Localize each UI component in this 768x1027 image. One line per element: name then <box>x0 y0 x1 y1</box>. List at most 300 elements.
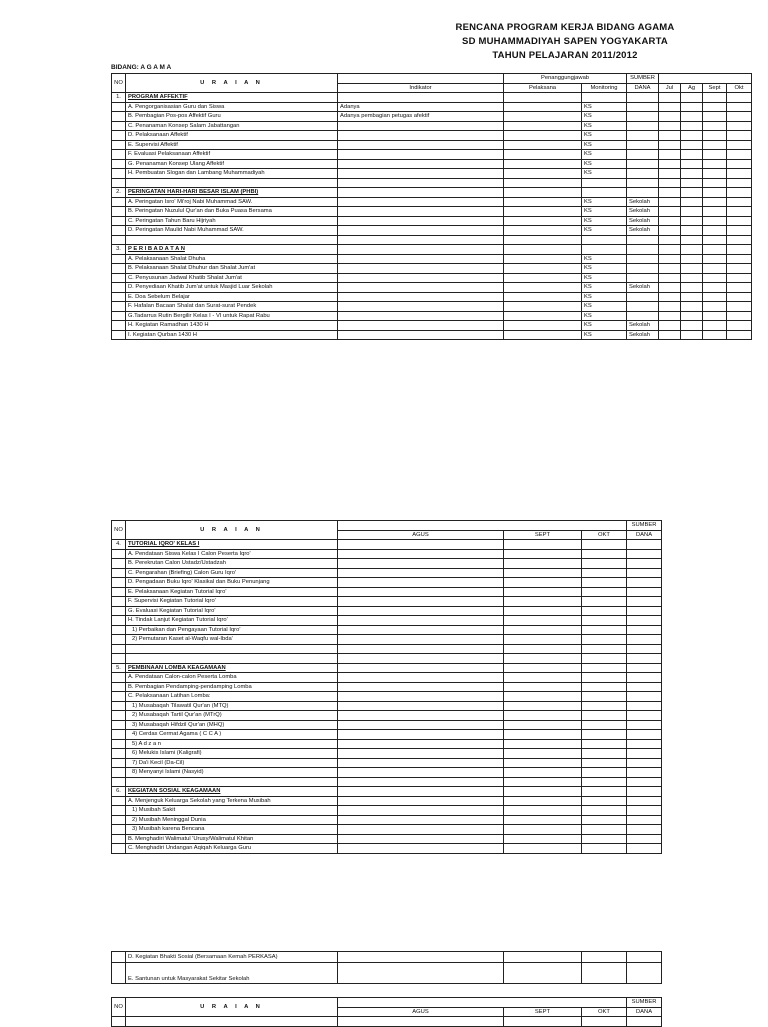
table-row <box>112 549 662 559</box>
school-name: SD MUHAMMADIYAH SAPEN YOGYAKARTA <box>462 36 668 47</box>
table-cell <box>727 178 752 188</box>
uraian-cell: A. Peringatan Isro' Mi'roj Nabi Muhammad SAW. <box>126 197 338 207</box>
uraian-cell: A. Menjenguk Keluarga Sekolah yang Terkena Musibah <box>126 796 338 806</box>
uraian-cell: A. Pendataan Calon-calon Peserta Lomba <box>126 673 338 683</box>
month-cell <box>703 102 727 112</box>
uraian-cell: 1) Musabaqah Tilawatil Qur'an (MTQ) <box>126 701 338 711</box>
header-agus: AGUS <box>338 1007 504 1017</box>
dana-cell: Sekolah <box>627 207 659 217</box>
month-cell <box>681 207 703 217</box>
monitoring-cell: KS <box>582 121 627 131</box>
table-cell <box>112 815 126 825</box>
section-row <box>112 663 662 673</box>
table-cell <box>504 188 582 198</box>
agus-cell <box>338 616 504 626</box>
pelaksana-cell <box>504 216 582 226</box>
okt-cell <box>582 777 627 787</box>
uraian-cell: C. Penanaman Konsep Salam Jabattangan <box>126 121 338 131</box>
table-row <box>112 207 752 217</box>
table-cell <box>112 302 126 312</box>
dana-cell: Sekolah <box>627 330 659 340</box>
header-dana: DANA <box>627 83 659 93</box>
table-cell <box>112 625 126 635</box>
table-cell <box>112 169 126 179</box>
dana-cell <box>627 806 662 816</box>
header-uraian: U R A I A N <box>126 521 338 540</box>
table-cell <box>681 245 703 255</box>
table-row <box>112 730 662 740</box>
sept-cell <box>504 549 582 559</box>
month-cell <box>727 131 752 141</box>
header-uraian: U R A I A N <box>126 998 338 1017</box>
section-row <box>112 188 752 198</box>
table-cell <box>112 711 126 721</box>
header-uraian: U R A I A N <box>126 74 338 93</box>
sept-cell <box>504 559 582 569</box>
sept-cell <box>504 768 582 778</box>
list-item-text: E. Santunan untuk Masyarakat Sekitar Sekolah <box>126 963 338 984</box>
table-cell <box>582 188 627 198</box>
section-number: 6. <box>112 787 126 797</box>
month-cell <box>681 330 703 340</box>
month-cell <box>659 140 681 150</box>
agus-cell <box>338 844 504 854</box>
indikator-cell: Adanya <box>338 102 504 112</box>
section-title: TUTORIAL IQRO' KELAS I <box>126 540 338 550</box>
agus-cell <box>338 730 504 740</box>
table-cell <box>112 178 126 188</box>
agus-cell <box>338 559 504 569</box>
dana-cell <box>627 559 662 569</box>
header-no: NO <box>112 998 126 1017</box>
table-cell <box>126 235 338 245</box>
table-cell <box>582 540 627 550</box>
uraian-cell: H. Kegiatan Ramadhan 1430 H <box>126 321 338 331</box>
table-cell <box>112 844 126 854</box>
uraian-cell: C. Menghadiri Undangan Aqiqah Keluarga Guru <box>126 844 338 854</box>
dana-cell <box>627 635 662 645</box>
table-row <box>112 283 752 293</box>
uraian-cell: B. Pembagian Pendamping-pendamping Lomba <box>126 682 338 692</box>
section-number: 2. <box>112 188 126 198</box>
header-agus: AGUS <box>338 530 504 540</box>
uraian-cell: 3) Musabaqah Hifdzil Qur'an (MHQ) <box>126 720 338 730</box>
table-cell <box>582 963 627 984</box>
dana-cell <box>627 692 662 702</box>
agus-cell <box>338 654 504 664</box>
program-table-3 <box>111 951 662 984</box>
table-cell <box>112 587 126 597</box>
dana-cell <box>627 150 659 160</box>
table-cell <box>126 178 338 188</box>
monitoring-cell: KS <box>582 112 627 122</box>
dana-cell <box>627 739 662 749</box>
pelaksana-cell <box>504 264 582 274</box>
month-cell <box>703 150 727 160</box>
dana-cell <box>627 597 662 607</box>
table-cell <box>112 1017 126 1027</box>
sept-cell <box>504 644 582 654</box>
month-cell <box>727 311 752 321</box>
okt-cell <box>582 796 627 806</box>
monitoring-cell: KS <box>582 226 627 236</box>
okt-cell <box>582 711 627 721</box>
uraian-cell: C. Pengarahan (Briefing) Calon Guru Iqro' <box>126 568 338 578</box>
uraian-cell: D. Pengadaan Buku Iqro' Klasikal dan Buku Penunjang <box>126 578 338 588</box>
section-title: P E R I B A D A T A N <box>126 245 338 255</box>
month-cell <box>727 302 752 312</box>
dana-cell <box>627 701 662 711</box>
header-dana: DANA <box>627 530 662 540</box>
table-row <box>112 311 752 321</box>
uraian-cell: D. Penyediaan Khatib Jum'at untuk Masjid Luar Sekolah <box>126 283 338 293</box>
table-cell <box>504 952 582 963</box>
header-blank <box>338 74 504 84</box>
monitoring-cell: KS <box>582 254 627 264</box>
table-cell <box>112 235 126 245</box>
dana-cell <box>627 654 662 664</box>
table-cell <box>112 207 126 217</box>
program-table-4 <box>111 997 662 1027</box>
uraian-cell <box>126 644 338 654</box>
table-row <box>112 197 752 207</box>
month-cell <box>703 169 727 179</box>
table-row <box>112 834 662 844</box>
okt-cell <box>582 739 627 749</box>
month-cell <box>681 216 703 226</box>
table-cell <box>338 663 504 673</box>
table-cell <box>112 825 126 835</box>
sept-cell <box>504 711 582 721</box>
indikator-cell <box>338 150 504 160</box>
month-cell <box>703 207 727 217</box>
month-cell <box>659 112 681 122</box>
table-cell <box>338 178 504 188</box>
table-row <box>112 216 752 226</box>
header-indikator: Indikator <box>338 83 504 93</box>
uraian-cell: 5) A d z a n <box>126 739 338 749</box>
table-cell <box>112 159 126 169</box>
pelaksana-cell <box>504 102 582 112</box>
uraian-cell: B. Menghadiri Walimatul 'Urusy/Walimatul Khitan <box>126 834 338 844</box>
table-cell <box>659 93 681 103</box>
okt-cell <box>582 606 627 616</box>
table-row <box>112 825 662 835</box>
month-cell <box>681 321 703 331</box>
table-cell <box>504 178 582 188</box>
sept-cell <box>504 796 582 806</box>
table-cell <box>112 749 126 759</box>
okt-cell <box>582 682 627 692</box>
agus-cell <box>338 635 504 645</box>
indikator-cell <box>338 216 504 226</box>
agus-cell <box>338 711 504 721</box>
pelaksana-cell <box>504 131 582 141</box>
month-cell <box>727 102 752 112</box>
month-cell <box>727 273 752 283</box>
indikator-cell <box>338 292 504 302</box>
dana-cell <box>627 568 662 578</box>
month-cell <box>681 150 703 160</box>
table-cell <box>338 952 504 963</box>
monitoring-cell: KS <box>582 102 627 112</box>
uraian-cell: 3) Musibah karena Bencana <box>126 825 338 835</box>
dana-cell: Sekolah <box>627 216 659 226</box>
okt-cell <box>582 749 627 759</box>
okt-cell <box>582 597 627 607</box>
month-cell <box>659 264 681 274</box>
table-cell <box>659 178 681 188</box>
table-cell <box>112 112 126 122</box>
indikator-cell <box>338 330 504 340</box>
dana-cell <box>627 264 659 274</box>
header-sept: SEPT <box>504 530 582 540</box>
agus-cell <box>338 587 504 597</box>
table-cell <box>338 787 504 797</box>
monitoring-cell: KS <box>582 264 627 274</box>
dana-cell <box>627 112 659 122</box>
okt-cell <box>582 625 627 635</box>
table-cell <box>659 188 681 198</box>
table-row <box>112 292 752 302</box>
okt-cell <box>582 720 627 730</box>
okt-cell <box>582 815 627 825</box>
table-cell <box>659 235 681 245</box>
pelaksana-cell <box>504 197 582 207</box>
indikator-cell <box>338 283 504 293</box>
pelaksana-cell <box>504 330 582 340</box>
table-row <box>112 330 752 340</box>
sept-cell <box>504 587 582 597</box>
table-row <box>112 264 752 274</box>
uraian-cell: B. Peringatan Nuzulul Qur'an dan Buka Puasa Bersama <box>126 207 338 217</box>
okt-cell <box>582 578 627 588</box>
uraian-cell: H. Tindak Lanjut Kegiatan Tutorial Iqro' <box>126 616 338 626</box>
month-cell <box>659 273 681 283</box>
pelaksana-cell <box>504 273 582 283</box>
table-cell <box>582 787 627 797</box>
table-cell <box>112 102 126 112</box>
month-cell <box>703 140 727 150</box>
pelaksana-cell <box>504 207 582 217</box>
agus-cell <box>338 739 504 749</box>
month-cell <box>681 102 703 112</box>
indikator-cell <box>338 302 504 312</box>
agus-cell <box>338 777 504 787</box>
section-title: PERINGATAN HARI-HARI BESAR ISLAM (PHBI) <box>126 188 338 198</box>
spacer-row <box>112 235 752 245</box>
sept-cell <box>504 616 582 626</box>
table-row <box>112 169 752 179</box>
table-row <box>112 749 662 759</box>
month-cell <box>659 207 681 217</box>
table-cell <box>681 93 703 103</box>
uraian-cell: F. Evaluasi Pelaksanaan Affektif <box>126 150 338 160</box>
table-cell <box>504 787 582 797</box>
dana-cell <box>627 131 659 141</box>
indikator-cell <box>338 169 504 179</box>
monitoring-cell: KS <box>582 292 627 302</box>
uraian-cell: 2) Musibah Meninggal Dunia <box>126 815 338 825</box>
sept-cell <box>504 720 582 730</box>
table-cell <box>112 559 126 569</box>
pelaksana-cell <box>504 226 582 236</box>
sept-cell <box>504 692 582 702</box>
month-cell <box>659 197 681 207</box>
header-pelaksana: Pelaksana <box>504 83 582 93</box>
table-cell <box>112 549 126 559</box>
agus-cell <box>338 578 504 588</box>
header-blank <box>338 998 627 1008</box>
uraian-cell: F. Supervisi Kegiatan Tutorial Iqro' <box>126 597 338 607</box>
month-cell <box>659 292 681 302</box>
sept-cell <box>504 825 582 835</box>
dana-cell <box>627 578 662 588</box>
agus-cell <box>338 701 504 711</box>
uraian-cell: C. Penyusunan Jadwal Khatib Shalat Jum'at <box>126 273 338 283</box>
header-okt: OKT <box>582 530 627 540</box>
table-cell <box>627 540 662 550</box>
table-cell <box>112 739 126 749</box>
indikator-cell <box>338 121 504 131</box>
sept-cell <box>504 568 582 578</box>
month-cell <box>727 283 752 293</box>
dana-cell <box>627 768 662 778</box>
table-cell <box>112 311 126 321</box>
dana-cell <box>627 682 662 692</box>
pelaksana-cell <box>504 311 582 321</box>
dana-cell <box>627 796 662 806</box>
pelaksana-cell <box>504 159 582 169</box>
table-cell <box>112 768 126 778</box>
pelaksana-cell <box>504 150 582 160</box>
okt-cell <box>582 644 627 654</box>
list-item-text: D. Kegiatan Bhakti Sosial (Bersamaan Kemah PERKASA) <box>126 952 338 963</box>
monitoring-cell: KS <box>582 169 627 179</box>
agus-cell <box>338 815 504 825</box>
section-row <box>112 540 662 550</box>
indikator-cell <box>338 140 504 150</box>
table-cell <box>582 663 627 673</box>
sept-cell <box>504 749 582 759</box>
sept-cell <box>504 635 582 645</box>
table-row <box>112 302 752 312</box>
agus-cell <box>338 796 504 806</box>
pelaksana-cell <box>504 283 582 293</box>
month-cell <box>727 112 752 122</box>
header-okt: OKT <box>582 1007 627 1017</box>
table-row <box>112 806 662 816</box>
table-cell <box>582 245 627 255</box>
okt-cell <box>582 768 627 778</box>
table-cell <box>681 178 703 188</box>
sept-cell <box>504 730 582 740</box>
indikator-cell <box>338 131 504 141</box>
agus-cell <box>338 673 504 683</box>
table-cell <box>504 1017 582 1027</box>
table-cell <box>112 644 126 654</box>
dana-cell <box>627 758 662 768</box>
month-cell <box>681 159 703 169</box>
sept-cell <box>504 806 582 816</box>
sept-cell <box>504 673 582 683</box>
table-cell <box>112 654 126 664</box>
okt-cell <box>582 692 627 702</box>
monitoring-cell: KS <box>582 302 627 312</box>
table-row <box>112 682 662 692</box>
section-number: 1. <box>112 93 126 103</box>
table-cell <box>112 682 126 692</box>
month-cell <box>681 121 703 131</box>
table-cell <box>112 121 126 131</box>
pelaksana-cell <box>504 140 582 150</box>
program-table-1 <box>111 73 752 340</box>
uraian-cell: E. Doa Sebelum Belajar <box>126 292 338 302</box>
uraian-cell: G. Evaluasi Kegiatan Tutorial Iqro' <box>126 606 338 616</box>
month-cell <box>727 254 752 264</box>
table-cell <box>338 245 504 255</box>
dana-cell <box>627 121 659 131</box>
agus-cell <box>338 758 504 768</box>
month-cell <box>659 321 681 331</box>
monitoring-cell: KS <box>582 150 627 160</box>
okt-cell <box>582 587 627 597</box>
agus-cell <box>338 692 504 702</box>
month-cell <box>703 321 727 331</box>
pelaksana-cell <box>504 112 582 122</box>
pelaksana-cell <box>504 302 582 312</box>
table-row <box>112 654 662 664</box>
month-cell <box>703 273 727 283</box>
table-cell <box>627 963 662 984</box>
table-cell <box>627 787 662 797</box>
section-row <box>112 787 662 797</box>
header-dana: DANA <box>627 1007 662 1017</box>
dana-cell <box>627 292 659 302</box>
dana-cell: Sekolah <box>627 321 659 331</box>
dana-cell <box>627 644 662 654</box>
table-row <box>112 768 662 778</box>
table-row <box>112 606 662 616</box>
month-cell <box>681 311 703 321</box>
uraian-cell: D. Pelaksanaan Affektif <box>126 131 338 141</box>
monitoring-cell: KS <box>582 311 627 321</box>
dana-cell <box>627 749 662 759</box>
uraian-cell: 2) Pemutaran Kaset al-Waqfu wal-Ibda' <box>126 635 338 645</box>
month-cell <box>703 254 727 264</box>
table-row <box>112 568 662 578</box>
table-cell <box>504 963 582 984</box>
pelaksana-cell <box>504 169 582 179</box>
header-blank <box>338 521 627 531</box>
dana-cell <box>627 844 662 854</box>
table-row <box>112 559 662 569</box>
table-cell <box>338 540 504 550</box>
table-cell <box>681 235 703 245</box>
table-row <box>112 131 752 141</box>
table-cell <box>112 720 126 730</box>
sept-cell <box>504 701 582 711</box>
dana-cell <box>627 711 662 721</box>
agus-cell <box>338 720 504 730</box>
dana-cell <box>627 730 662 740</box>
month-cell <box>681 302 703 312</box>
table-row <box>112 625 662 635</box>
table-row <box>112 587 662 597</box>
uraian-cell: A. Pendataan Siswa Kelas I Calon Peserta Iqro' <box>126 549 338 559</box>
month-cell <box>727 150 752 160</box>
table-cell <box>112 796 126 806</box>
